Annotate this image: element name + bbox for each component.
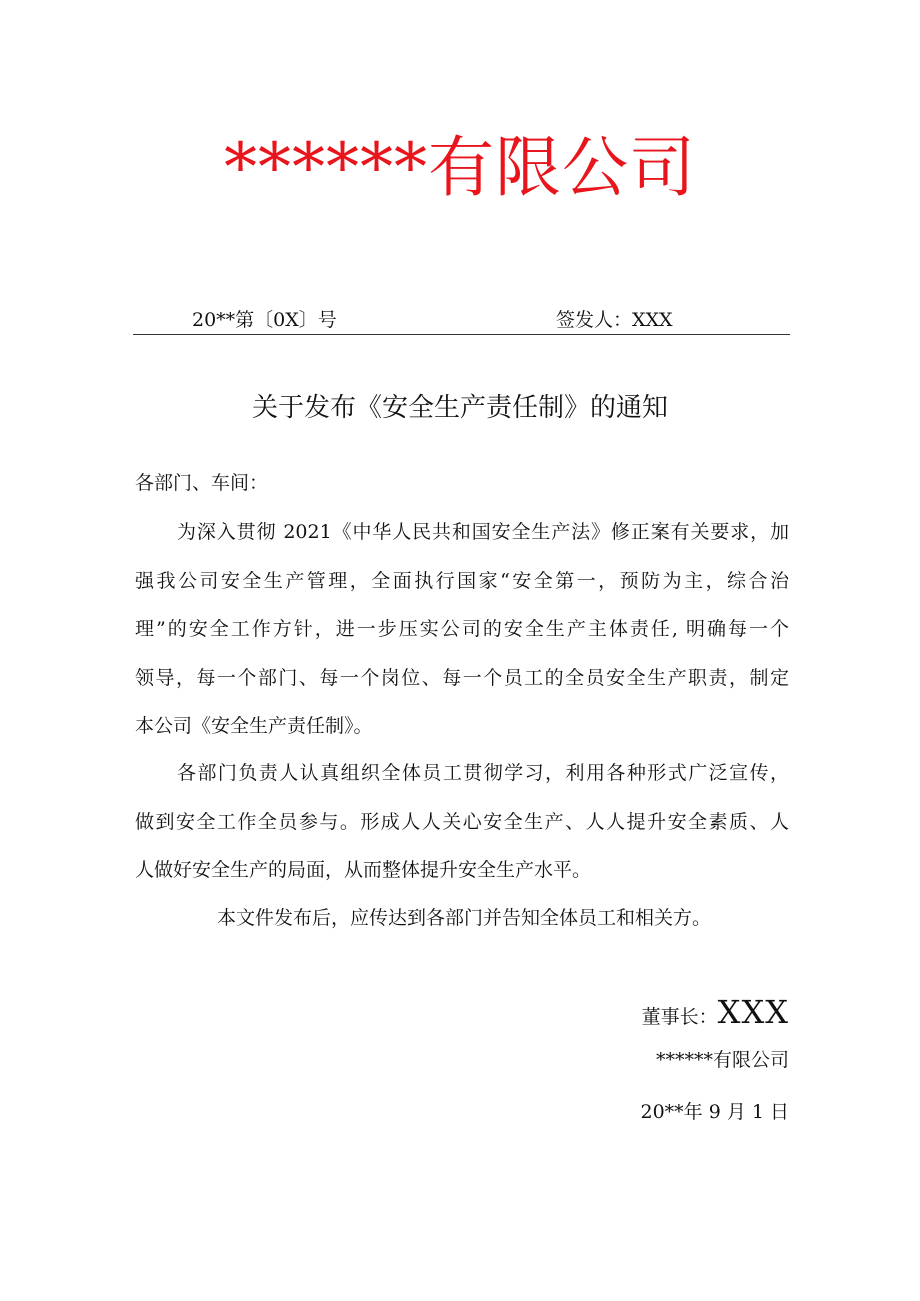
paragraph-line: 各部门负责人认真组织全体员工贯彻学习，利用各种形式广泛宣传， bbox=[177, 762, 789, 784]
company-header-title: ******有限公司 bbox=[224, 129, 696, 206]
chairman-signature bbox=[642, 990, 789, 1039]
paragraph-3 bbox=[135, 894, 789, 943]
paragraph-line: 领导，每一个部门、每一个岗位、每一个员工的全员安全生产职责，制定 bbox=[135, 666, 789, 689]
paragraph-line: 强我公司安全生产管理，全面执行国家“安全第一，预防为主，综合治 bbox=[135, 569, 789, 592]
paragraph-line: 为深入贯彻 2021《中华人民共和国安全生产法》修正案有关要求，加 bbox=[177, 521, 789, 543]
notice-title: 关于发布《安全生产责任制》的通知 bbox=[251, 393, 668, 423]
paragraph-line: 人做好安全生产的局面，从而整体提升安全生产水平。 bbox=[135, 859, 592, 881]
chairman-name: XXX bbox=[717, 993, 789, 1031]
salutation: 各部门、车间： bbox=[135, 472, 269, 494]
paragraph-1 bbox=[135, 508, 789, 751]
paragraph-2 bbox=[135, 749, 789, 895]
signing-date: 20**年 9 月 1 日 bbox=[640, 1101, 789, 1123]
paragraph-line: 本文件发布后，应传达到各部门并告知全体员工和相关方。 bbox=[217, 907, 712, 929]
chairman-label: 董事长： bbox=[641, 1006, 718, 1028]
paragraph-line: 理”的安全工作方针，进一步压实公司的安全生产主体责任, 明确每一个 bbox=[135, 618, 789, 640]
header-divider bbox=[133, 334, 790, 335]
signing-company: ******有限公司 bbox=[655, 1049, 789, 1071]
issuer-label: 签发人：XXX bbox=[556, 309, 673, 331]
paragraph-line: 本公司《安全生产责任制》。 bbox=[135, 715, 373, 737]
document-number: 20**第〔0X〕号 bbox=[192, 309, 337, 331]
paragraph-line: 做到安全工作全员参与。形成人人关心安全生产、人人提升安全素质、人 bbox=[135, 810, 789, 833]
